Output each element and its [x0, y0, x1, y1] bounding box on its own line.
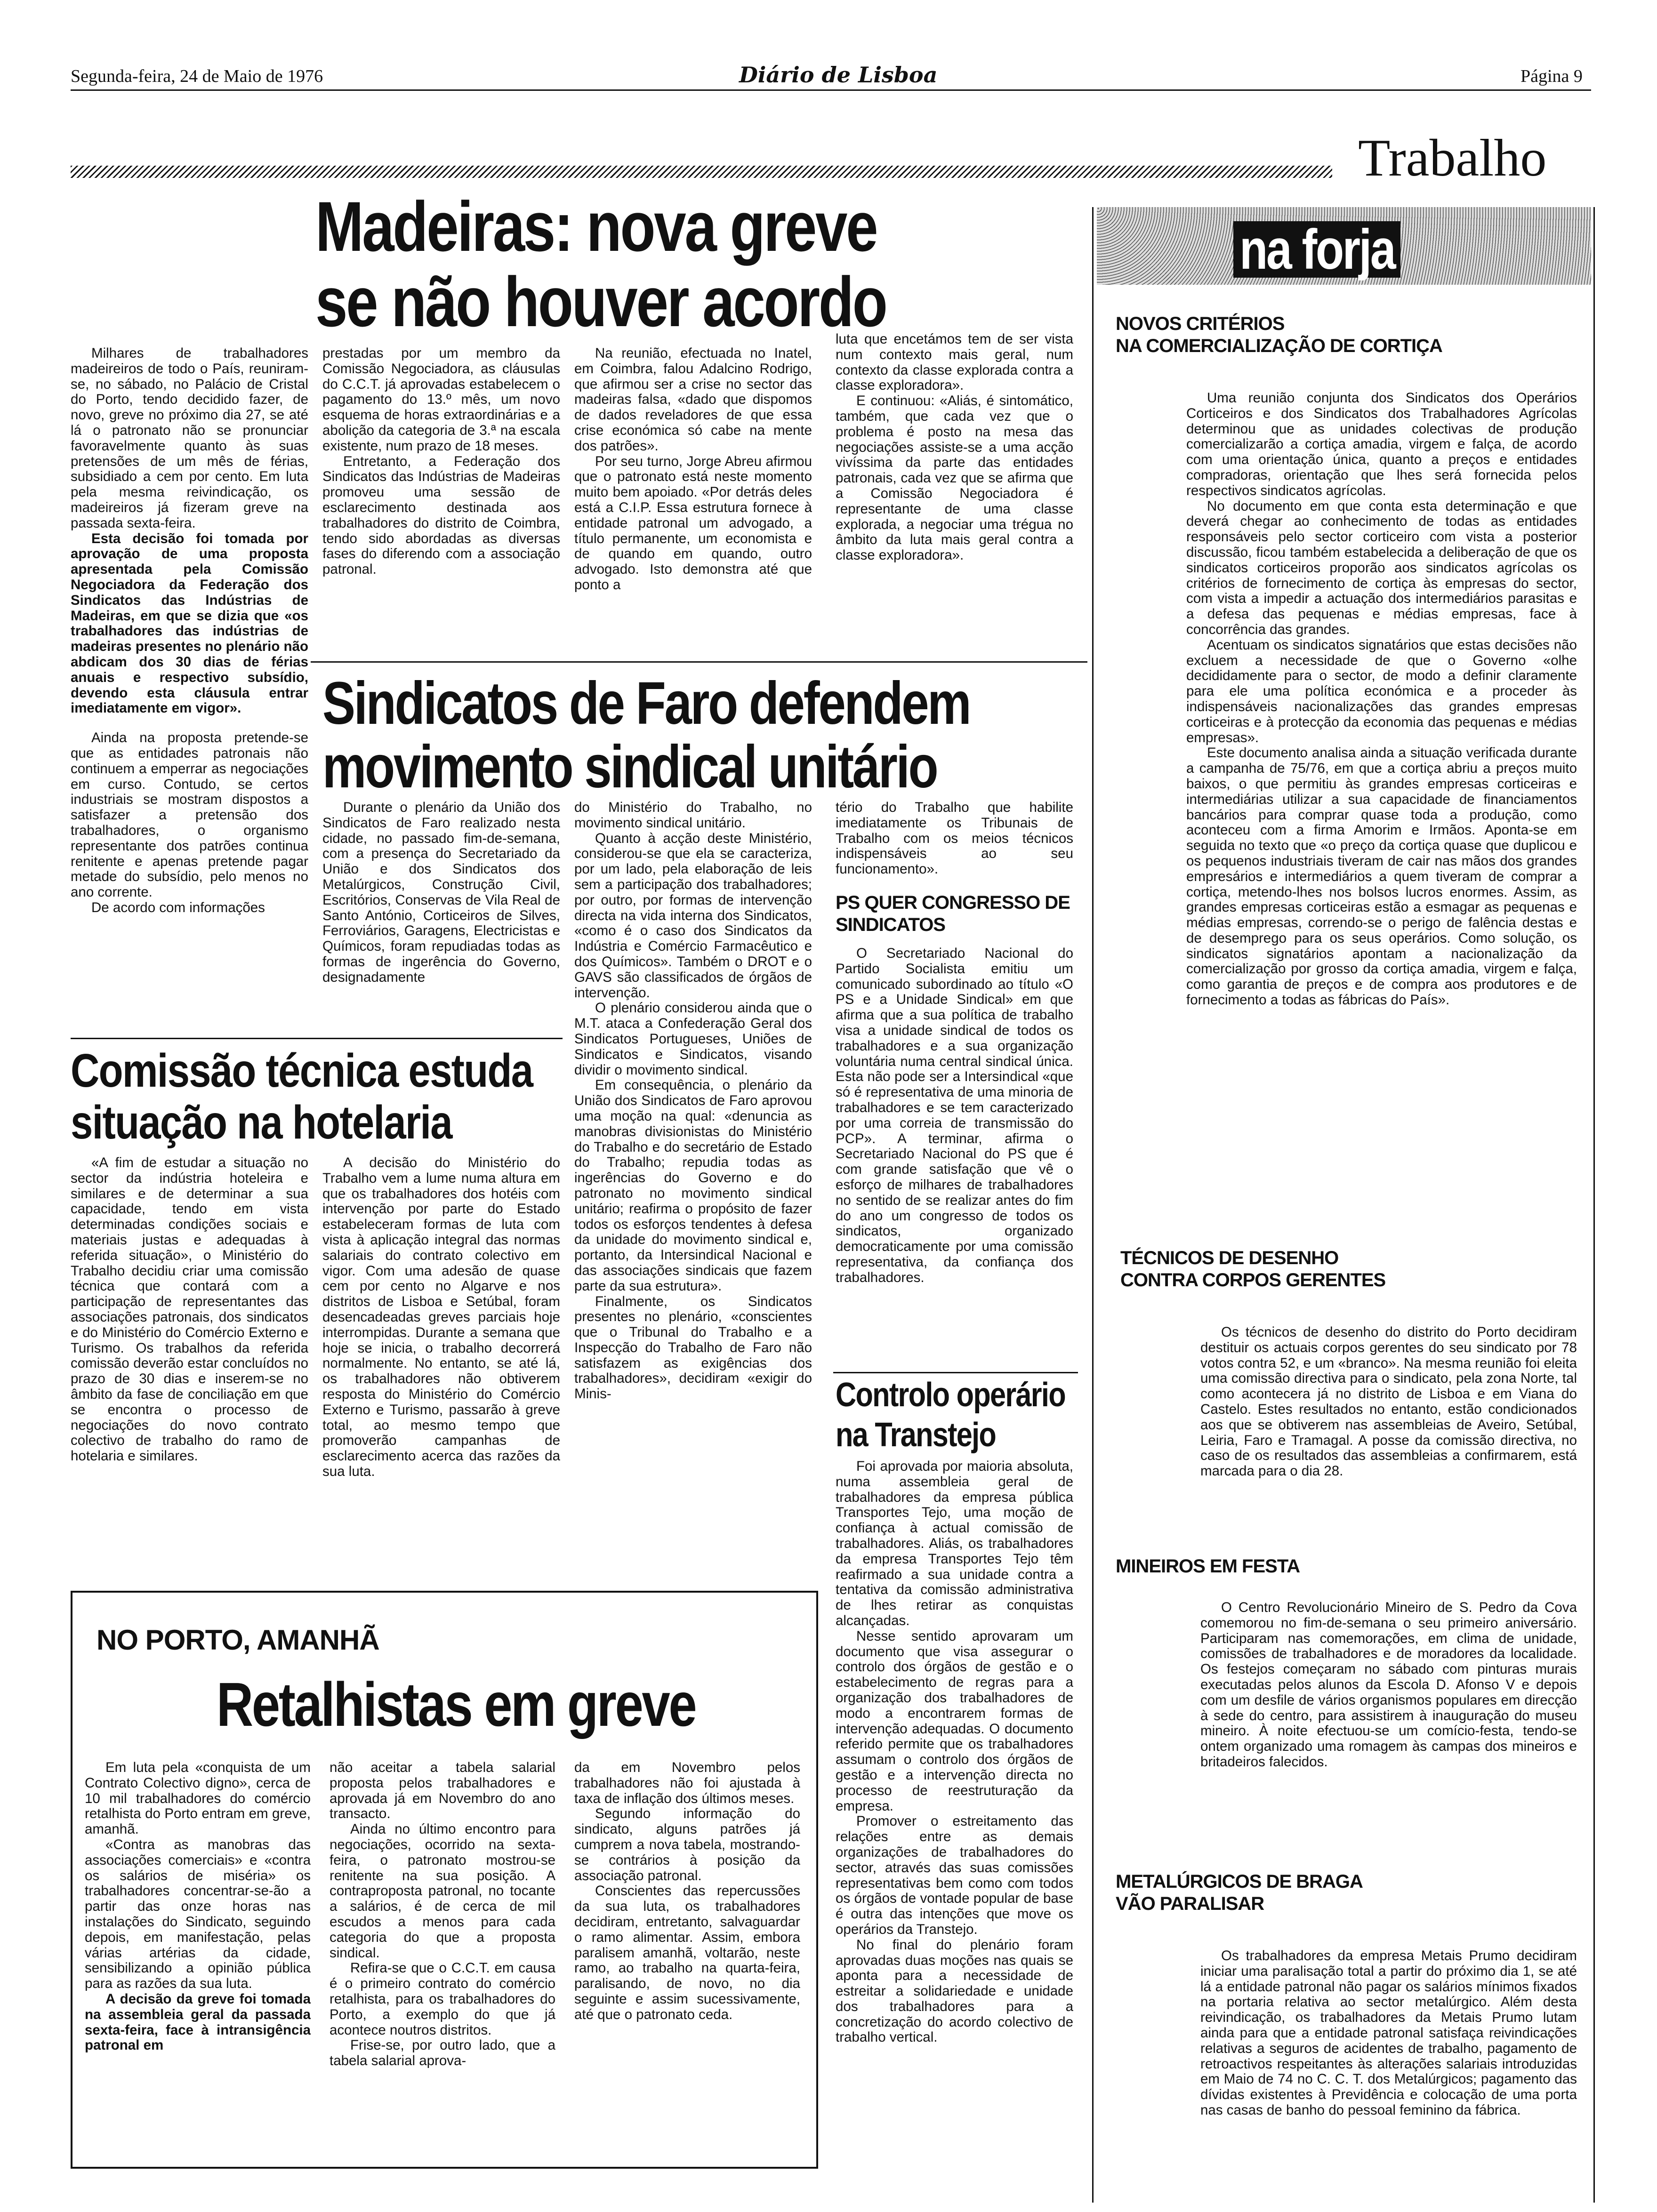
braga-headline — [1116, 1871, 1363, 1915]
paragraph: Os trabalhadores da empresa Metais Prumo decidiram iniciar uma paralisação total a partir do próximo dia 1, se até lá a entidade patronal não pagar os salários mínimos fixados na portaria relativa ao sector metalúrgico. Além desta reivindicação, os trabalhadores da Metais Prumo lutam ainda para que a entidade patronal satisfaça reivindicações relativas a seguros de acidentes de trabalho, pagamento de retroactivos respeitantes às alterações salariais introduzidas em Maio de 74 no C. C. T. dos Metalúrgicos; pagamento das dívidas existentes à Previdência e colocação de uma porta nas casas de banho do pessoal feminino da fábrica. — [1200, 1948, 1577, 2118]
paragraph: da em Novembro pelos trabalhadores não foi ajustada à taxa de inflação dos últimos meses. — [574, 1760, 800, 1806]
hotelaria-headline-1: Comissão técnica estuda — [71, 1044, 533, 1097]
paragraph: «Contra as manobras das associações comerciais» e «contra os salários de miséria» os trabalhadores concentrar-se-ão a partir das onze horas nas instalações do Sindicato, seguindo depois, em manifestação, pelas várias artérias da cidade, sensibilizando a opinião pública para as razões da sua luta. — [85, 1836, 311, 1992]
divider — [71, 1038, 563, 1039]
faro-col-3 — [836, 800, 1073, 890]
page-number: Página 9 — [1520, 66, 1583, 86]
paragraph: O plenário considerou ainda que o M.T. ataca a Confederação Geral dos Sindicatos Portugueses, Uniões de Sindicatos e Sindicatos, visando dividir o movimento sindical. — [574, 1000, 812, 1078]
madeiras-col-1 — [71, 346, 308, 1024]
desenho-headline — [1120, 1247, 1385, 1291]
transtejo-headline-1: Controlo operário — [836, 1376, 1065, 1414]
retalhistas-headline: Retalhistas em greve — [217, 1670, 696, 1739]
ps-headline: PS QUER CONGRESSO DE SINDICATOS — [836, 892, 1070, 936]
divider — [833, 1372, 1078, 1373]
forja-border-right — [1593, 207, 1595, 2203]
hotelaria-col-1 — [71, 1155, 308, 1579]
paragraph: Acentuam os sindicatos signatários que estas decisões não excluem a necessidade de que o Governo «olhe decididamente para o sector, de modo a definir claramente para ele uma política económica e a proceder às indispensáveis nacionalizações das grandes empresas corticeiras e à protecção da economia das pequenas e médias empresas». — [1186, 637, 1577, 745]
paragraph: prestadas por um membro da Comissão Negociadora, as cláusulas do C.C.T. já aprovadas estabelecem o pagamento do 13.º mês, um novo esquema de horas extraordinárias e a abolição da categoria de 3.ª na escala existente, num prazo de 18 meses. — [322, 346, 560, 454]
paragraph: não aceitar a tabela salarial proposta pelos trabalhadores e aprovada já em Novembro do ano transacto. — [330, 1760, 555, 1822]
paragraph: Os técnicos de desenho do distrito do Porto decidiram destituir os actuais corpos gerentes do seu sindicato por 78 votos contra 52, e um «branco». Na mesma reunião foi eleita uma comissão directiva para o sindicato, pela zona Norte, tal como acontecera já no distrito de Lisboa e em Viana do Castelo. Estes resultados no entanto, estão condicionados aos que se obtiverem nas assembleias de Aveiro, Setúbal, Leiria, Faro e Tramagal. A posse da comissão directiva, no caso de os resultados das assembleias a confirmarem, está marcada para o dia 28. — [1200, 1325, 1577, 1479]
paragraph: Conscientes das repercussões da sua luta, os trabalhadores decidiram, entretanto, salvaguardar o ramo alimentar. Assim, embora paralisem amanhã, voltarão, neste ramo, ao trabalho na quarta-feira, paralisando, de novo, no dia seguinte e assim sucessivamente, até que o patronato ceda. — [574, 1883, 800, 2022]
headline-line: TÉCNICOS DE DESENHO — [1120, 1248, 1339, 1268]
faro-headline-1: Sindicatos de Faro defendem — [322, 670, 970, 737]
paragraph: Segundo informação do sindicato, alguns patrões já cumprem a nova tabela, mostrando-se contrários à posição da associação patronal. — [574, 1806, 800, 1883]
headline-line: METALÚRGICOS DE BRAGA — [1116, 1871, 1363, 1892]
retalhistas-col-2 — [330, 1760, 555, 2160]
paragraph: Ainda no último encontro para negociações, ocorrido na sexta-feira, o patronato mostrou-se renitente na sua posição. A contraproposta patronal, no tocante a salários, é de cerca de mil escudos a menos para cada categoria do que a proposta sindical. — [330, 1821, 555, 1961]
paragraph: Milhares de trabalhadores madeireiros de todo o País, reuniram-se, no sábado, no Palácio de Cristal do Porto, tendo decidido fazer, de novo, greve no próximo dia 27, se até lá o patronato não se pronunciar favoravelmente quanto às suas pretensões de um mês de férias, subsidiado a cem por cento. Em luta pela mesma reivindicação, os madeireiros já fizeram greve na passada sexta-feira. — [71, 346, 308, 531]
paragraph: «A fim de estudar a situação no sector da indústria hoteleira e similares e de determinar a sua capacidade, tendo em vista determinadas condições sociais e materiais justas e adequadas à referida situação», o Ministério do Trabalho decidiu criar uma comissão técnica que contará com a participação de representantes das associações patronais, dos sindicatos e do Ministério do Comércio Externo e Turismo. Os trabalhos da referida comissão deverão estar concluídos no prazo de 30 dias e inserem-se no âmbito da fase de conciliação em que se encontra o processo de negociações do novo contrato colectivo de trabalho do ramo de hotelaria e similares. — [71, 1155, 308, 1464]
paragraph: luta que encetámos tem de ser vista num contexto mais geral, num contexto da classe explorada contra a classe exploradora». — [836, 332, 1073, 393]
paragraph: Foi aprovada por maioria absoluta, numa assembleia geral de trabalhadores da empresa pública Transportes Tejo, uma moção de confiança à actual comissão de trabalhadores. Aliás, os trabalhadores da empresa Transportes Tejo têm reafirmado a sua unidade contra a tentativa da comissão administrativa de lhes retirar as conquistas alcançadas. — [836, 1459, 1073, 1628]
paragraph: Em luta pela «conquista de um Contrato Colectivo digno», cerca de 10 mil trabalhadores do comércio retalhista do Porto entram em greve, amanhã. — [85, 1760, 311, 1837]
paragraph: O Centro Revolucionário Mineiro de S. Pedro da Cova comemorou no fim-de-semana o seu primeiro aniversário. Participaram nas comemorações, em clima de unidade, comissões de trabalhadores e de moradores da localidade. Os festejos começaram no sábado com pinturas murais executadas pelos alunos da Escola D. Afonso V e depois com um desfile de vários organismos populares em direcção à sede do centro, para assistirem à inauguração do museu mineiro. À noite efectuou-se um comício-festa, tendo-se ontem organizado uma romagem às campas dos mineiros e britadeiros falecidos. — [1200, 1600, 1577, 1770]
hotelaria-col-2 — [322, 1155, 560, 1579]
masthead: Diário de Lisboa — [739, 62, 938, 88]
braga-col — [1200, 1948, 1577, 2203]
paragraph: Em consequência, o plenário da União dos Sindicatos de Faro aprovou uma moção na qual: «denuncia as manobras divisionistas do Ministério do Trabalho e do secretário de Estado do Trabalho; repudia todas as ingerências do Governo e do patronato no movimento sindical unitário; reafirma o propósito de fazer todos os esforços tendentes à defesa da unidade do movimento sindical e, portanto, da Intersindical Nacional e das associações sindicais que fazem parte da sua estrutura». — [574, 1077, 812, 1294]
headline-line: VÃO PARALISAR — [1116, 1893, 1264, 1915]
paragraph: O Secretariado Nacional do Partido Socialista emitiu um comunicado subordinado ao título «O PS e a Unidade Sindical» em que afirma que a sua política de trabalho visa a unidade sindical de todos os trabalhadores e a sua organização voluntária numa central sindical única. Esta não pode ser a Intersindical «que só é representativa de uma minoria de trabalhadores e se tem caracterizado por uma correia de transmissão do PCP». A terminar, afirma o Secretariado Nacional do PS que é com grande satisfação que vê o esforço de milhares de trabalhadores no sentido de se realizar antes do fim do ano um congresso de todos os sindicatos, organizado democraticamente por uma comissão representativa, da confiança dos trabalhadores. — [836, 946, 1073, 1285]
paragraph: E continuou: «Aliás, é sintomático, também, que cada vez que o problema é posto na mesa das negociações assiste-se a uma acção vivíssima da parte das entidades patronais, cada vez que se afirma que a Comissão Negociadora é representante de uma classe explorada, a negociar uma trégua no âmbito da luta mais geral contra a classe exploradora». — [836, 393, 1073, 563]
madeiras-headline-2: se não houver acordo — [315, 262, 886, 341]
faro-col-1 — [322, 800, 560, 1035]
madeiras-headline-1: Madeiras: nova greve — [315, 187, 877, 266]
paragraph: No documento em que conta esta determinação e que deverá chegar ao conhecimento de todas as entidades responsáveis pelo sector corticeiro com vista a posterior discussão, ficou também estabelecida a deliberação de que os sindicatos corticeiros proporão aos sindicatos agrícolas os critérios de fornecimento de cortiça às empresas do sector, com vista a impedir a actuação dos intermediários parasitas e a defesa das pequenas e médias empresas, face à concorrência das grandes. — [1186, 498, 1577, 637]
header-date: Segunda-feira, 24 de Maio de 1976 — [71, 66, 323, 86]
divider — [311, 661, 1087, 663]
paragraph: No final do plenário foram aprovadas duas moções nas quais se aponta para a necessidade de estreitar a solidariedade e unidade dos trabalhadores para a concretização do acordo colectivo de trabalho vertical. — [836, 1937, 1073, 2045]
paragraph: A decisão do Ministério do Trabalho vem a lume numa altura em que os trabalhadores dos hotéis com intervenção por parte do Estado estabeleceram formas de luta com vista à aplicação integral das normas salariais do contrato colectivo em vigor. Com uma adesão de quase cem por cento no Algarve e nos distritos de Lisboa e Setúbal, foram desencadeadas greves parciais hoje interrompidas. Durante a semana que hoje se inicia, o trabalho decorrerá normalmente. No entanto, se até lá, os trabalhadores não obtiverem resposta do Ministério do Comércio Externo e Turismo, passarão à greve total, ao mesmo tempo que promoverão campanhas de esclarecimento acerca das razões da sua luta. — [322, 1155, 560, 1479]
transtejo-headline-2: na Transtejo — [836, 1416, 996, 1454]
cortica-col — [1186, 391, 1577, 1224]
faro-col-2 — [574, 800, 812, 1600]
headline-line: NOVOS CRITÉRIOS — [1116, 313, 1285, 334]
madeiras-col-3 — [574, 346, 812, 647]
paragraph: tério do Trabalho que habilite imediatamente os Tribunais de Trabalho com os meios técnicos indispensáveis ao seu funcionamento». — [836, 800, 1073, 877]
headline-line: CONTRA CORPOS GERENTES — [1120, 1270, 1386, 1291]
paragraph: Frise-se, por outro lado, que a tabela salarial aprova- — [330, 2037, 555, 2069]
paragraph: Quanto à acção deste Ministério, considerou-se que ela se caracteriza, por um lado, pela elaboração de leis sem a participação dos trabalhadores; por outro, por formas de intervenção directa na vida interna dos Sindicatos, «como é o caso dos Sindicatos da Indústria e Comércio Farmacêutico e dos Químicos». Também o DROT e o GAVS são classificados de órgãos de intervenção. — [574, 830, 812, 1001]
paragraph: Na reunião, efectuada no Inatel, em Coimbra, falou Adalcino Rodrigo, que afirmou ser a crise no sector das madeiras falsa, «dado que dispomos de dados reveladores de que essa crise económica só cabe na mente dos patrões». — [574, 346, 812, 454]
ps-col — [836, 946, 1073, 1360]
paragraph: do Ministério do Trabalho, no movimento sindical unitário. — [574, 800, 812, 831]
paragraph: Uma reunião conjunta dos Sindicatos dos Operários Corticeiros e dos Sindicatos dos Trabalhadores Agrícolas determinou que as unidades colectivas de produção comercializarão a cortiça amadia, virgem e falça, de acordo com uma orientação única, quanto a preços e entidades compradoras, orientação que lhes será fornecida pelos respectivos sindicatos agrícolas. — [1186, 391, 1577, 498]
paragraph: Por seu turno, Jorge Abreu afirmou que o patronato está neste momento muito bem apoiado. «Por detrás deles está a C.I.P. Essa estrutura fornece à entidade patronal um advogado, a título permanente, um economista e de quando em quando, outro advogado. Isto demonstra até que ponto a — [574, 453, 812, 593]
forja-label: na forja — [1233, 221, 1400, 278]
paragraph: De acordo com informações — [91, 899, 265, 915]
paragraph: Este documento analisa ainda a situação verificada durante a campanha de 75/76, em que a cortiça abriu a preços muito baixos, o que permitiu às grandes empresas corticeiras e intermediárias utilizar a sua capacidade de financiamentos bancários para comprar quase toda a produção, como aconteceu com a firma Amorim e Irmãos. Aponta-se em seguida no texto que «o preço da cortiça quase que duplicou e os pequenos industriais tiveram de cair nas mãos dos grandes empresários e intermediários a quem tiveram de comprar a cortiça, metendo-lhes nos bolsos lucros enormes. Assim, as grandes empresas corticeiras estão a esmagar as pequenas e médias empresas, correndo-se o perigo de falência destas e de desemprego para os seus operários. Como solução, os sindicatos signatários apontam a nacionalização da comercialização por grosso da cortiça amadia, virgem e falça, como garantia de preços e de compra aos produtores e de fornecimento a todas as fábricas do País». — [1186, 745, 1577, 1008]
forja-border-left — [1092, 207, 1094, 2203]
headline-line: NA COMERCIALIZAÇÃO DE CORTIÇA — [1116, 336, 1442, 357]
paragraph: Esta decisão foi tomada por aprovação de uma proposta apresentada pela Comissão Negociadora da Federação dos Sindicatos das Indústrias de Madeiras, em que se dizia que «os trabalhadores das indústrias de madeiras presentes no plenário não abdicam dos 30 dias de férias anuais e respectivo subsídio, devendo esta cláusula entrar imediatamente em vigor». — [71, 530, 308, 716]
section-title: Trabalho — [1358, 129, 1547, 187]
madeiras-col-2 — [322, 346, 560, 647]
paragraph: Nesse sentido aprovaram um documento que visa assegurar o controlo dos órgãos de gestão e o estabelecimento de regras para a organização dos trabalhadores de modo a encontrarem formas de intervenção adequadas. O documento referido permite que os trabalhadores assumam o controlo dos órgãos de gestão e a intervenção directa no processo de reestruturação da empresa. — [836, 1628, 1073, 1814]
mineiros-col — [1200, 1600, 1577, 1845]
desenho-col — [1200, 1325, 1577, 1570]
paragraph: Ainda na proposta pretende-se que as entidades patronais não continuem a emperrar as negociações em curso. Contudo, se certos industriais se mostram dispostos a satisfazer a pretensão dos trabalhadores, o organismo representante dos patrões continua renitente e apenas pretende pagar metade do subsídio, pelo menos no ano corrente. — [71, 730, 308, 900]
cortica-headline — [1116, 313, 1442, 357]
retalhistas-col-1 — [85, 1760, 311, 2160]
retalhistas-kicker: NO PORTO, AMANHÃ — [97, 1624, 379, 1656]
paragraph: Finalmente, os Sindicatos presentes no plenário, «conscientes que o Tribunal do Trabalho e a Inspecção do Trabalho de Faro não satisfazem as exigências dos trabalhadores», decidiram «exigir do Minis- — [574, 1293, 812, 1402]
transtejo-col — [836, 1459, 1073, 2170]
hotelaria-headline-2: situação na hotelaria — [71, 1096, 452, 1149]
paragraph: Promover o estreitamento das relações entre as demais organizações de trabalhadores do sector, através das suas comissões representativas bem como com todos os órgãos de vontade popular de base é outra das intenções que move os operários da Transtejo. — [836, 1813, 1073, 1937]
retalhistas-col-3 — [574, 1760, 800, 2160]
paragraph: Refira-se que o C.C.T. em causa é o primeiro contrato do comércio retalhista, para os trabalhadores do Porto, a exemplo do que já acontece noutros distritos. — [330, 1960, 555, 2038]
header-rule — [71, 89, 1591, 91]
paragraph: A decisão da greve foi tomada na assembleia geral da passada sexta-feira, face à intransigência patronal em — [85, 1991, 311, 2053]
madeiras-col-4 — [836, 332, 1073, 647]
mineiros-headline: MINEIROS EM FESTA — [1116, 1556, 1300, 1577]
paragraph: Durante o plenário da União dos Sindicatos de Faro realizado nesta cidade, no passado fim-de-semana, com a presença do Secretariado da União e dos Sindicatos dos Metalúrgicos, Construção Civil, Escritórios, Conservas de Vila Real de Santo António, Corticeiros de Silves, Ferroviários, Garagens, Electricistas e Químicos, foram repudiadas todas as formas de ingerência do Governo, designadamente — [322, 800, 560, 985]
paragraph: Entretanto, a Federação dos Sindicatos das Indústrias de Madeiras promoveu uma sessão de esclarecimento destinada aos trabalhadores do distrito de Coimbra, tendo sido abordadas as diversas fases do diferendo com a associação patronal. — [322, 453, 560, 577]
faro-headline-2: movimento sindical unitário — [322, 733, 937, 801]
section-hatch — [71, 166, 1332, 178]
